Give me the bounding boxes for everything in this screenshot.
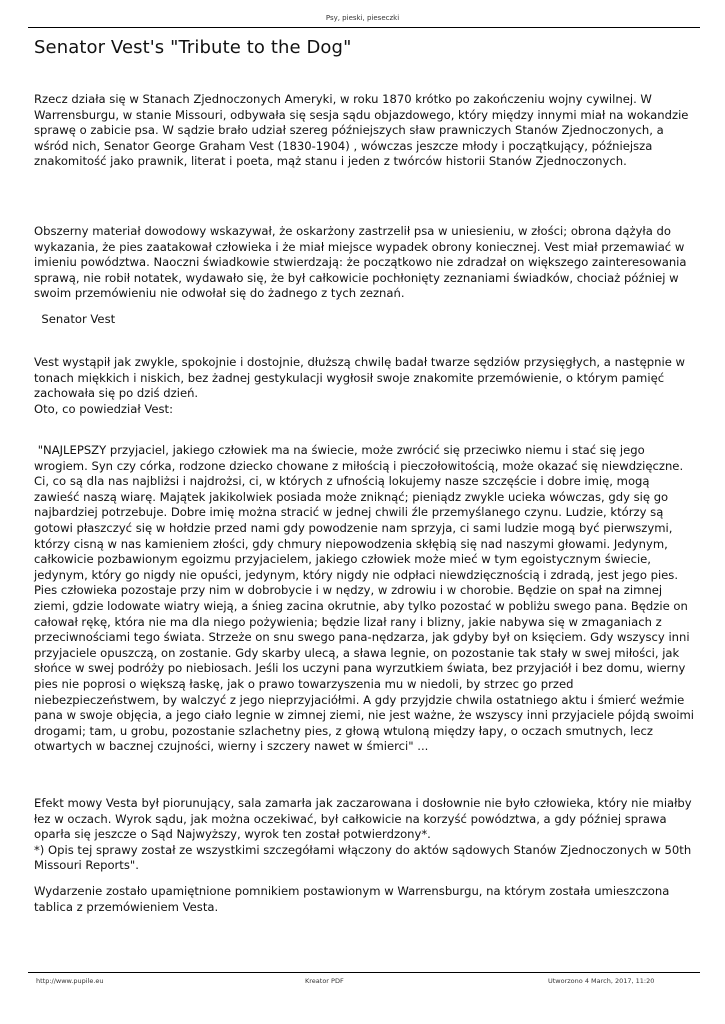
article-paragraph-intro: Rzecz działa się w Stanach Zjednoczonych Ameryki, w roku 1870 krótko po zakończeniu wojny cywilnej. W Warrensburgu, w stanie Missouri, odbywała się sesja sądu objazdowego, który między innymi miał na wokandzie sprawę o zabicie psa. W sądzie brało udział szereg późniejszych sław prawniczych Stanów Zjednoczonych, a wśród nich, Senator George Graham Vest (1830-1904) , wówczas jeszcze młody i początkujący, późniejsza znakomitość jako prawnik, literat i poeta, mąż stanu i jeden z twórców historii Stanów Zjednoczonych.: [34, 92, 689, 169]
article-title: Senator Vest's "Tribute to the Dog": [34, 37, 352, 58]
speech-quote: "NAJLEPSZY przyjaciel, jakiego człowiek ma na świecie, może zwrócić się przeciwko niemu i stać się jego wrogiem. Syn czy córka, rodzone dziecko chowane z miłością i pieczołowitością, może okazać się niewdzięczne. Ci, co są dla nas najbliżsi i najdrożsi, ci, w których z ufnością lokujemy nasze szczęście i dobre imię, mogą zawieść naszą wiarę. Majątek jakikolwiek posiada może zniknąć; pieniądz zwykle ucieka wówczas, gdy się go najbardziej potrzebuje. Dobre imię można stracić w jednej chwili źle przemyślanego czynu. Ludzie, którzy są gotowi płaszczyć się w hołdzie przed nami gdy powodzenie nam sprzyja, ci sami ludzie mogą być pierwszymi, którzy cisną w nas kamieniem złości, gdy chmury niepowodzenia skłębią się nad naszymi głowami. Jedynym, całkowicie pozbawionym egoizmu przyjacielem, jakiego człowiek może mieć w tym egoistycznym świecie, jedynym, który go nigdy nie opuści, jedynym, który nigdy nie odpłaci niewdzięcznością i zdradą, jest jego pies. Pies człowieka pozostaje przy nim w dobrobycie i w nędzy, w zdrowiu i w chorobie. Będzie on spał na zimnej ziemi, gdzie lodowate wiatry wieją, a śnieg zacina okrutnie, aby tylko pozostać w pobliżu swego pana. Będzie on całował rękę, która nie ma dla niego pożywienia; będzie lizał rany i blizny, jakie nabywa się w zmaganiach z przeciwnościami tego świata. Strzeże on snu swego pana-nędzarza, jak gdyby był on księciem. Gdy wszyscy inni przyjaciele opuszczą, on zostanie. Gdy skarby ulecą, a sława legnie, on pozostanie tak stały w swej miłości, jak słońce w swej podróży po niebiosach. Jeśli los uczyni pana wyrzutkiem świata, bez przyjaciół i bez domu, wierny pies nie poprosi o większą łaskę, jak o prawo towarzyszenia mu w niedoli, by strzec go przed niebezpieczeństwem, by walczyć z jego nieprzyjaciółmi. A gdy przyjdzie chwila ostatniego aktu i śmierć weźmie pana w swoje objęcia, a jego ciało legnie w zimnej ziemi, nie jest ważne, że wszyscy inni przyjaciele pójdą swoimi drogami; tam, u grobu, pozostanie szlachetny pies, z głową wtuloną między łapy, o oczach smutnych, lecz otwartych w bacznej czujności, wierny i szczery nawet w śmierci" ...: [34, 443, 698, 754]
article-paragraph-monument: Wydarzenie zostało upamiętnione pomnikiem postawionym w Warrensburgu, na którym została umieszczona tablica z przemówieniem Vesta.: [34, 884, 670, 914]
footer-url-link[interactable]: http://www.pupile.eu: [36, 977, 104, 985]
header-divider: [28, 27, 700, 28]
article-paragraph-evidence: Obszerny materiał dowodowy wskazywał, że oskarżony zastrzelił psa w uniesieniu, w złości; obrona dążyła do wykazania, że pies zaatakował człowieka i że miał miejsce wypadek obrony koniecznej. Vest miał przemawiać w imieniu powództwa. Naoczni świadkowie stwierdzają: że początkowo nie zdradzał on większego zainteresowania sprawą, nie robił notatek, wydawało się, że był całkowicie pochłonięty zeznaniami świadków, chociaż później w swoim przemówieniu nie odwołał się do żadnego z tych zeznań.: [34, 224, 687, 301]
article-paragraph-verdict: Efekt mowy Vesta był piorunujący, sala zamarła jak zaczarowana i dosłownie nie było człowieka, który nie miałby łez w oczach. Wyrok sądu, jak można oczekiwać, był całkowicie na korzyść powództwa, a gdy później sprawa oparła się jeszcze o Sąd Najwyższy, wyrok ten został potwierdzony*. *) Opis tej sprawy został ze wszystkimi szczegółami włączony do aktów sądowych Stanów Zjednoczonych w 50th Missouri Reports".: [34, 796, 692, 873]
article-paragraph-speech-intro: Vest wystąpił jak zwykle, spokojnie i dostojnie, dłuższą chwilę badał twarze sędziów przysięgłych, a następnie w tonach miękkich i niskich, bez żadnej gestykulacji wygłosił swoje znakomite przemówienie, o którym pamięć zachowała się po dziś dzień. Oto, co powiedział Vest:: [34, 355, 685, 416]
footer-generator: Kreator PDF: [305, 977, 344, 985]
image-caption: Senator Vest: [34, 312, 116, 326]
footer-created-date: Utworzono 4 March, 2017, 11:20: [548, 977, 655, 985]
footer-divider: [28, 972, 700, 973]
site-header-title: Psy, pieski, pieseczki: [325, 14, 400, 22]
